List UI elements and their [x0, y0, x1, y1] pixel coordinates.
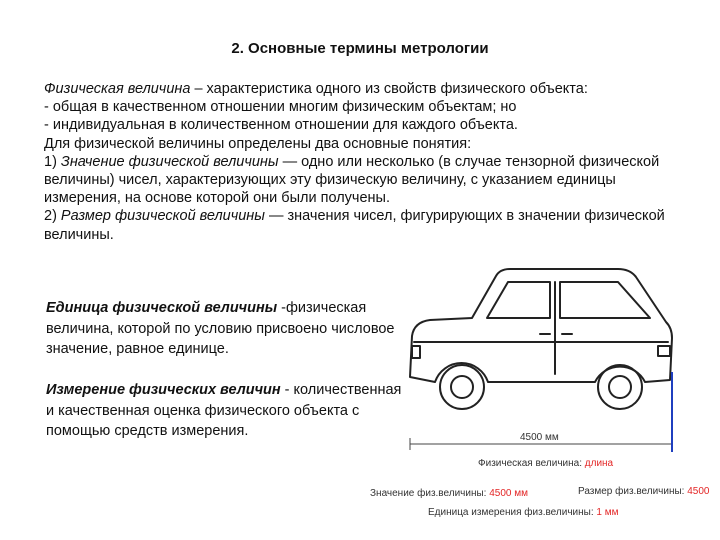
page-title: 2. Основные термины метрологии [231, 40, 489, 57]
length-label: 4500 мм [520, 432, 559, 443]
main-text [44, 80, 684, 244]
measurement-definition-text: - количественная и качественная оценка физического объекта с помощью средств измерения. [46, 382, 402, 439]
definition-general: - общая в качественном отношении многим физическим объектам; но [44, 99, 517, 116]
caption-value: 4500 [687, 486, 710, 497]
value-caption [370, 488, 528, 499]
concepts-intro: Для физической величины определены два основные понятия: [44, 135, 472, 152]
definition-text: – характеристика одного из свойств физического объекта: [190, 81, 588, 97]
caption-value: 4500 мм [489, 488, 528, 499]
measurement-definition [46, 380, 406, 442]
headlight [658, 346, 670, 356]
definition-individual: - индивидуальная в количественном отношении для каждого объекта. [44, 117, 518, 134]
size-definition: — значения чисел, фигурирующих в значении физической величины. [44, 208, 665, 243]
item-number: 1) [44, 153, 61, 170]
term-value: Значение физической величины [60, 153, 279, 170]
caption-value: длина [584, 458, 614, 469]
car-body [410, 269, 672, 382]
item-number: 2) [44, 208, 61, 225]
concept-size [44, 207, 684, 243]
definition-line [44, 80, 684, 98]
caption-prefix: Физическая величина: [478, 458, 585, 469]
rear-window [487, 282, 550, 318]
unit-definition [46, 298, 406, 360]
caption-value: 1 мм [596, 507, 619, 518]
front-window [560, 282, 650, 318]
unit-caption [428, 507, 618, 518]
caption-prefix: Размер физ.величины: [578, 486, 688, 497]
rear-wheel-hub [451, 376, 473, 398]
front-wheel-hub [609, 376, 631, 398]
quantity-caption [478, 458, 613, 469]
term-measurement: Измерение физических величин [46, 382, 281, 398]
caption-prefix: Единица измерения физ.величины: [428, 507, 597, 518]
caption-prefix: Значение физ.величины: [370, 488, 490, 499]
term-physical-quantity: Физическая величина [44, 81, 191, 97]
front-wheel [598, 365, 642, 409]
unit-definition-text: -физическая величина, которой по условию присвоено числовое значение, равное единице. [46, 300, 395, 357]
car-illustration [400, 262, 680, 482]
concept-value [44, 153, 684, 208]
term-unit: Единица физической величины [46, 300, 278, 316]
value-definition: — одно или несколько (в случае тензорной физической величины) чисел, характеризующих эту физическую величину, с указанием единицы измерения, на основе которой они были получены. [44, 153, 660, 207]
taillight [412, 346, 420, 358]
rear-wheel [440, 365, 484, 409]
size-caption [578, 486, 720, 497]
term-size: Размер физической величины [60, 208, 265, 225]
